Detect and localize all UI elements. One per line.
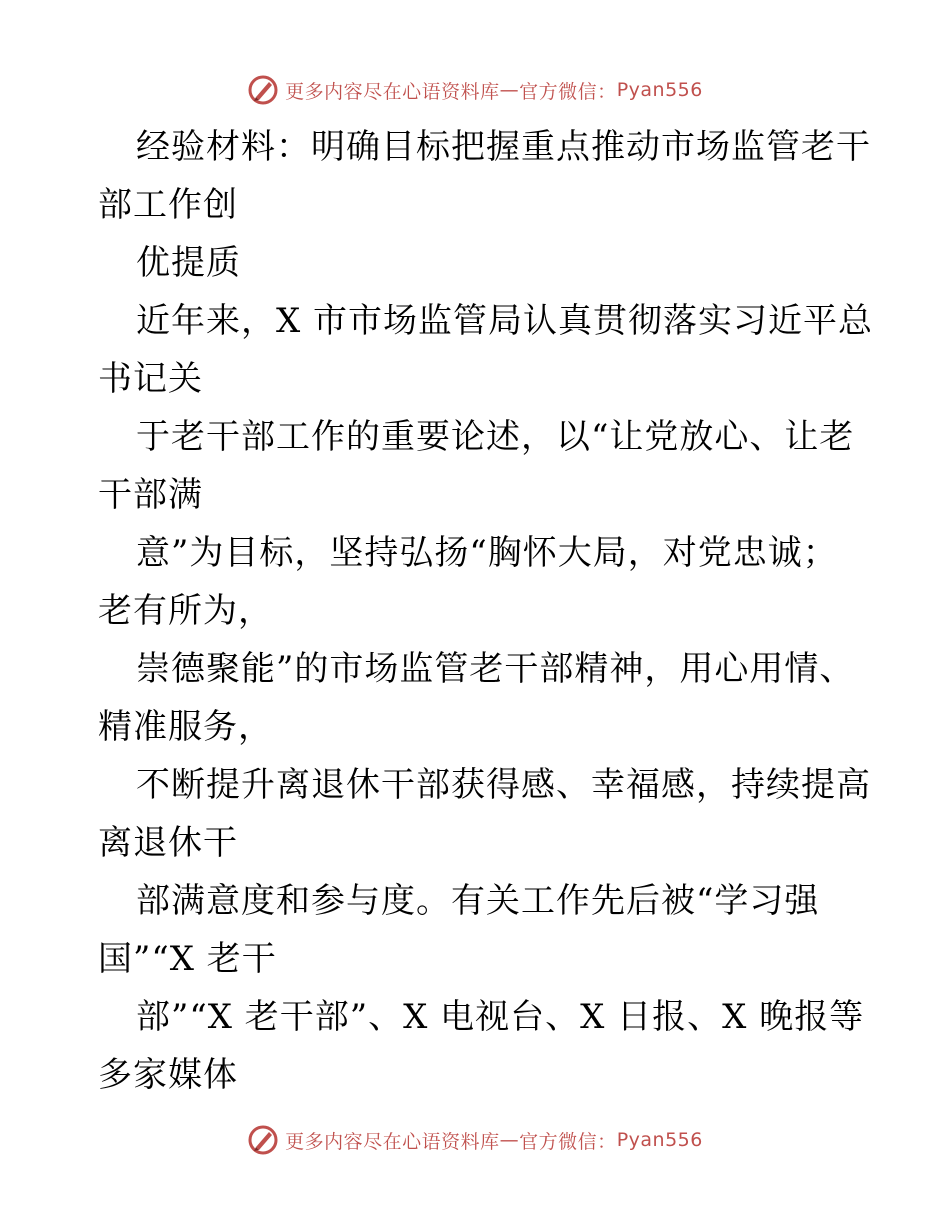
document-line: 干部满 <box>98 475 203 515</box>
document-line: 离退休干 <box>98 823 238 863</box>
document-body <box>98 118 874 1104</box>
header-banner-account: Pyan556 <box>616 79 703 101</box>
document-line: 书记关 <box>98 359 203 399</box>
document-line: 部工作创 <box>98 185 238 225</box>
footer-banner-wechat: 官方微信： <box>519 1130 617 1153</box>
document-line: 近年来，X 市市场监管局认真贯彻落实习近平总 <box>136 301 874 341</box>
footer-banner-main: 更多内容尽在心语资料库 <box>285 1130 500 1153</box>
document-line: 老有所为， <box>98 591 273 631</box>
header-banner-main: 更多内容尽在心语资料库 <box>285 80 500 103</box>
document-line: 经验材料：明确目标把握重点推动市场监管老干 <box>136 127 871 167</box>
header-watermark-banner <box>0 70 950 110</box>
header-banner-dash: — <box>499 79 520 101</box>
document-line: 于老干部工作的重要论述，以“让党放心、让老 <box>136 417 855 457</box>
document-line: 多家媒体 <box>98 1055 238 1095</box>
document-line: 部”“X 老干部”、X 电视台、X 日报、X 晚报等 <box>136 997 865 1037</box>
document-line: 优提质 <box>136 243 241 283</box>
pen-logo-icon <box>247 74 279 106</box>
document-line: 精准服务， <box>98 707 273 747</box>
document-line: 国”“X 老干 <box>98 939 277 979</box>
document-line: 部满意度和参与度。有关工作先后被“学习强 <box>136 881 820 921</box>
header-banner-wechat: 官方微信： <box>519 80 617 103</box>
footer-watermark-banner <box>0 1120 950 1160</box>
footer-banner-account: Pyan556 <box>616 1129 703 1151</box>
document-line: 崇德聚能”的市场监管老干部精神，用心用情、 <box>136 649 855 689</box>
document-line: 意”为目标，坚持弘扬“胸怀大局，对党忠诚； <box>136 533 838 573</box>
document-line: 不断提升离退休干部获得感、幸福感，持续提高 <box>136 765 871 805</box>
pen-logo-icon <box>247 1124 279 1156</box>
footer-banner-dash: — <box>499 1129 520 1151</box>
